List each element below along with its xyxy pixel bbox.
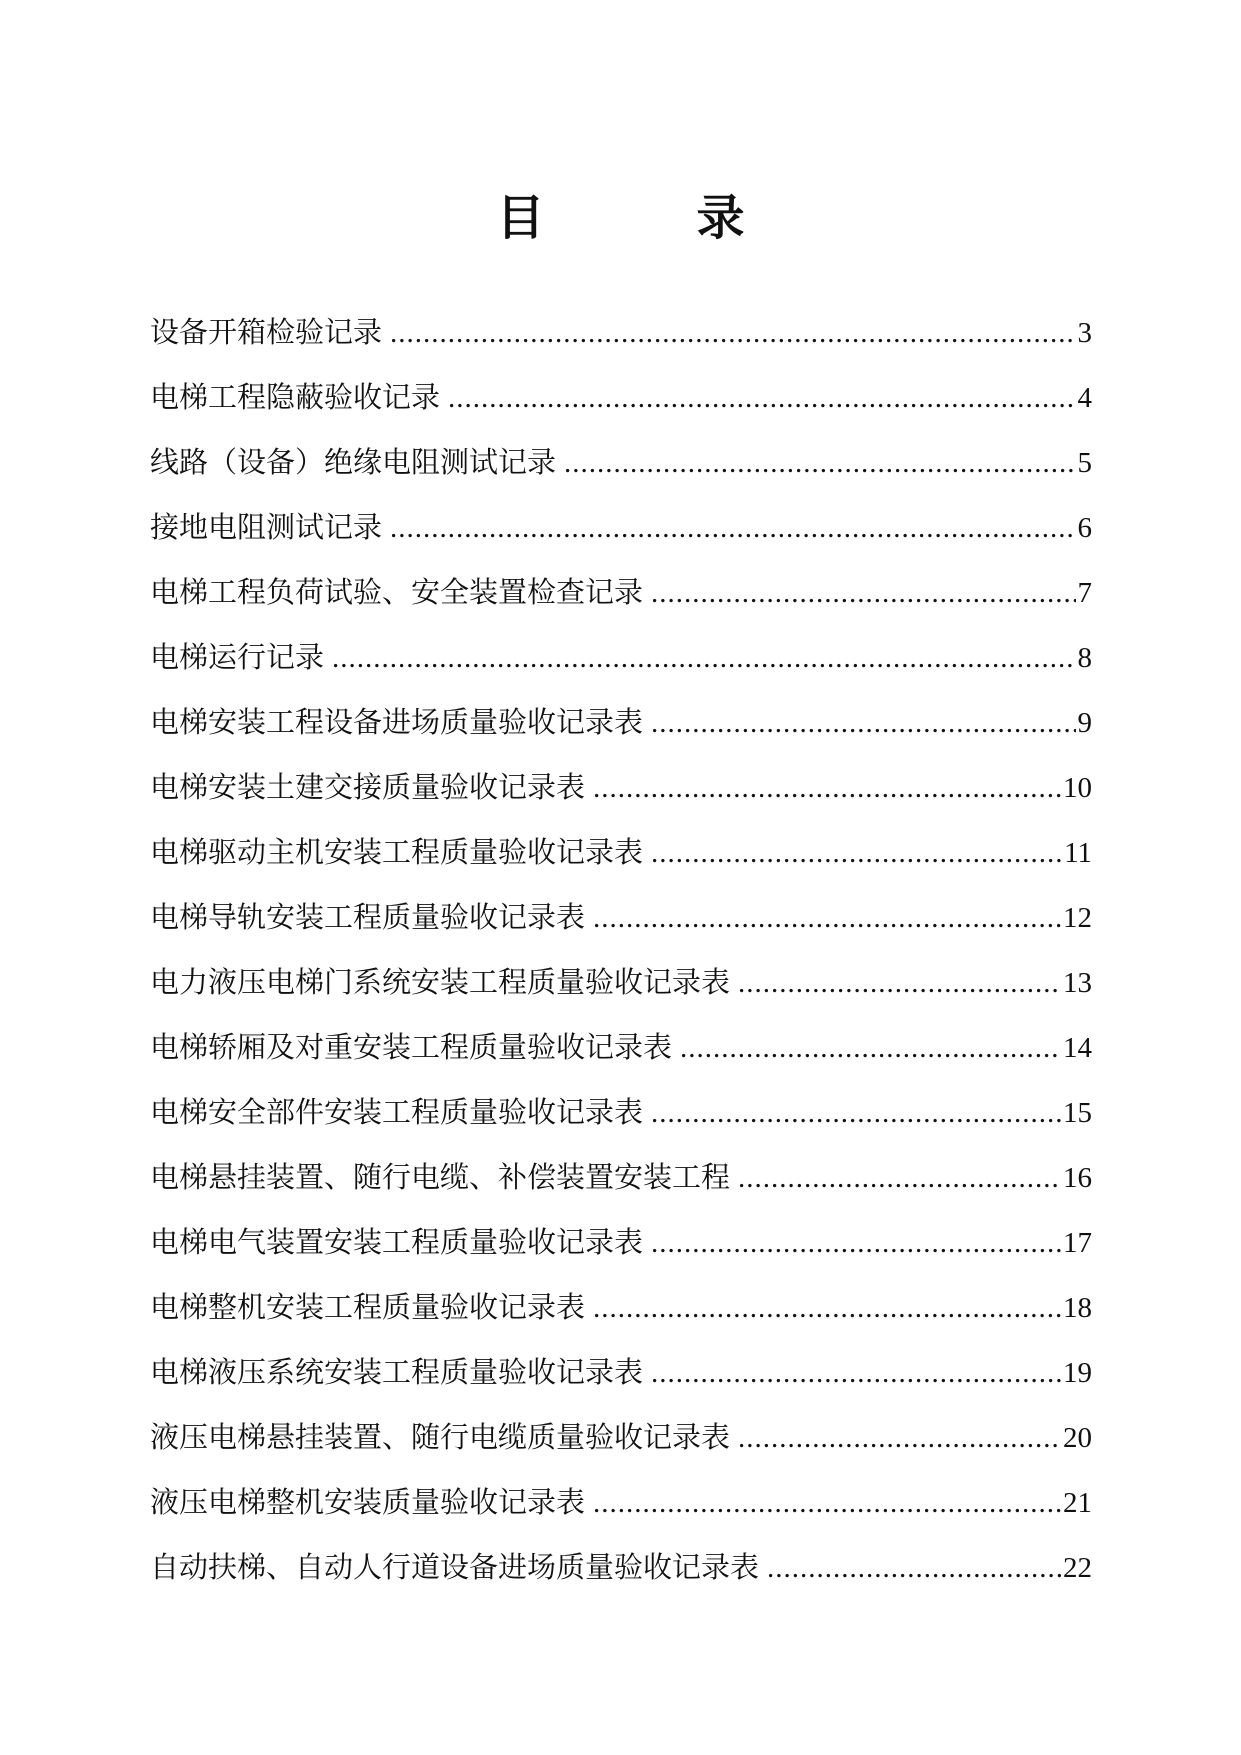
- toc-entry-title: 电梯轿厢及对重安装工程质量验收记录表: [150, 1030, 673, 1064]
- toc-entry-title: 电梯导轨安装工程质量验收记录表: [150, 900, 586, 934]
- toc-entry-title: 电梯安全部件安装工程质量验收记录表: [150, 1095, 644, 1129]
- toc-leader-dots: [738, 1406, 1061, 1470]
- toc-entry[interactable]: [150, 560, 1092, 625]
- toc-leader-dots: [564, 431, 1075, 495]
- toc-page-number: 9: [1077, 707, 1092, 739]
- toc-entry[interactable]: [150, 1340, 1092, 1405]
- toc-page-number: 13: [1063, 967, 1092, 999]
- toc-page-number: 6: [1077, 512, 1092, 544]
- toc-entry-title: 电梯液压系统安装工程质量验收记录表: [150, 1355, 644, 1389]
- toc-entry[interactable]: [150, 1535, 1092, 1600]
- toc-page-number: 22: [1063, 1552, 1092, 1584]
- toc-leader-dots: [593, 756, 1061, 820]
- toc-leader-dots: [767, 1536, 1061, 1600]
- toc-page-number: 10: [1063, 772, 1092, 804]
- toc-page-number: 16: [1063, 1162, 1092, 1194]
- toc-entry[interactable]: [150, 950, 1092, 1015]
- toc-entry[interactable]: [150, 820, 1092, 885]
- toc-entry[interactable]: [150, 690, 1092, 755]
- toc-page-number: 4: [1077, 382, 1092, 414]
- toc-page-number: 18: [1063, 1292, 1092, 1324]
- toc-entry-title: 自动扶梯、自动人行道设备进场质量验收记录表: [150, 1550, 760, 1584]
- toc-leader-dots: [593, 886, 1061, 950]
- toc-entry[interactable]: [150, 1145, 1092, 1210]
- toc-leader-dots: [651, 691, 1075, 755]
- toc-entry-title: 电梯整机安装工程质量验收记录表: [150, 1290, 586, 1324]
- page-title: 目 录: [496, 190, 797, 246]
- toc-leader-dots: [593, 1276, 1061, 1340]
- toc-entry-title: 电梯悬挂装置、随行电缆、补偿装置安装工程: [150, 1160, 731, 1194]
- toc-page-number: 14: [1063, 1032, 1092, 1064]
- toc-leader-dots: [390, 301, 1075, 365]
- toc-leader-dots: [332, 626, 1075, 690]
- toc-entry[interactable]: [150, 430, 1092, 495]
- toc-entry[interactable]: [150, 365, 1092, 430]
- toc-page-number: 17: [1063, 1227, 1092, 1259]
- toc-entry-title: 电梯工程负荷试验、安全装置检查记录: [150, 575, 644, 609]
- toc-entry[interactable]: [150, 885, 1092, 950]
- toc-entry[interactable]: [150, 625, 1092, 690]
- toc-page-number: 7: [1077, 577, 1092, 609]
- toc-page-number: 21: [1063, 1487, 1092, 1519]
- toc-entry[interactable]: [150, 1405, 1092, 1470]
- toc-entry-title: 电梯工程隐蔽验收记录: [150, 380, 441, 414]
- toc-entry-title: 线路（设备）绝缘电阻测试记录: [150, 445, 557, 479]
- toc-entry[interactable]: [150, 1080, 1092, 1145]
- toc-entry-title: 接地电阻测试记录: [150, 510, 383, 544]
- toc-entry-title: 液压电梯悬挂装置、随行电缆质量验收记录表: [150, 1420, 731, 1454]
- toc-entry[interactable]: [150, 1275, 1092, 1340]
- toc-leader-dots: [738, 1146, 1061, 1210]
- toc-page-number: 11: [1064, 837, 1092, 869]
- toc-page-number: 3: [1077, 317, 1092, 349]
- toc-leader-dots: [651, 1211, 1061, 1275]
- toc-entry[interactable]: [150, 1210, 1092, 1275]
- toc-leader-dots: [738, 951, 1061, 1015]
- toc-entry-title: 设备开箱检验记录: [150, 315, 383, 349]
- toc-page-number: 20: [1063, 1422, 1092, 1454]
- toc-leader-dots: [680, 1016, 1061, 1080]
- toc-entry-title: 电梯电气装置安装工程质量验收记录表: [150, 1225, 644, 1259]
- toc-leader-dots: [651, 1081, 1061, 1145]
- toc-entry-title: 电力液压电梯门系统安装工程质量验收记录表: [150, 965, 731, 999]
- toc-leader-dots: [651, 561, 1075, 625]
- toc-leader-dots: [448, 366, 1075, 430]
- table-of-contents: [150, 300, 1092, 1600]
- toc-page-number: 19: [1063, 1357, 1092, 1389]
- toc-entry[interactable]: [150, 755, 1092, 820]
- toc-page-number: 8: [1077, 642, 1092, 674]
- toc-entry[interactable]: [150, 300, 1092, 365]
- toc-entry-title: 电梯安装工程设备进场质量验收记录表: [150, 705, 644, 739]
- toc-leader-dots: [390, 496, 1075, 560]
- toc-entry-title: 电梯安装土建交接质量验收记录表: [150, 770, 586, 804]
- toc-leader-dots: [593, 1471, 1061, 1535]
- toc-entry-title: 电梯运行记录: [150, 640, 325, 674]
- toc-page-number: 12: [1063, 902, 1092, 934]
- toc-leader-dots: [651, 821, 1062, 885]
- toc-entry[interactable]: [150, 495, 1092, 560]
- toc-page-number: 15: [1063, 1097, 1092, 1129]
- toc-entry[interactable]: [150, 1470, 1092, 1535]
- toc-entry[interactable]: [150, 1015, 1092, 1080]
- toc-entry-title: 电梯驱动主机安装工程质量验收记录表: [150, 835, 644, 869]
- toc-page-number: 5: [1077, 447, 1092, 479]
- toc-entry-title: 液压电梯整机安装质量验收记录表: [150, 1485, 586, 1519]
- toc-leader-dots: [651, 1341, 1061, 1405]
